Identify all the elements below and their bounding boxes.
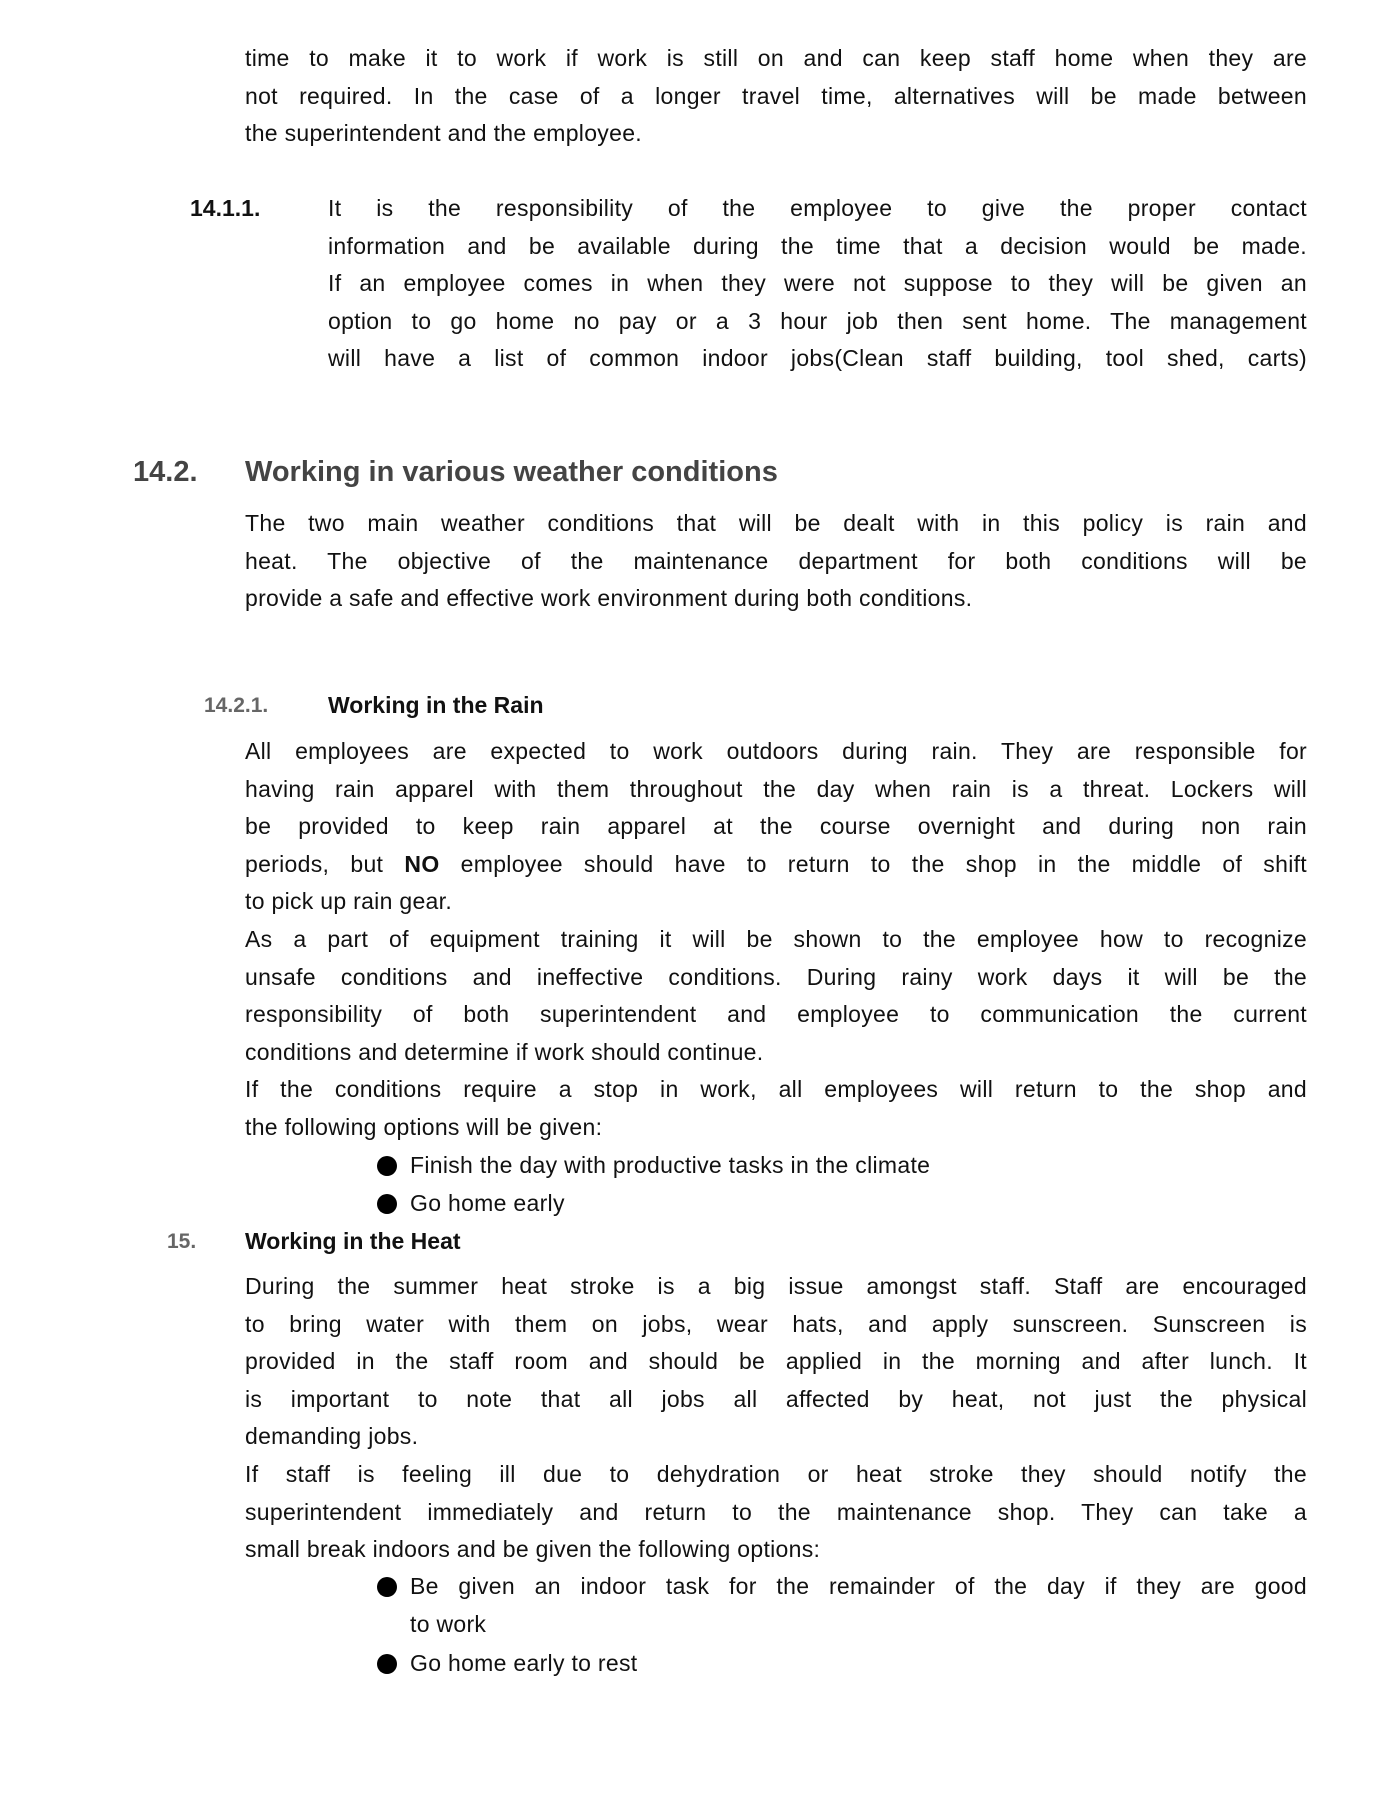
- text-line: All employees are expected to work outdoors during rain. They are responsible for: [245, 738, 1307, 764]
- section-14-2-paragraph: [245, 505, 1307, 618]
- bullet-icon: [377, 1194, 397, 1214]
- section-number-14-2-1: 14.2.1.: [204, 694, 269, 717]
- text-line: information and be available during the time that a decision would be made.: [328, 232, 1307, 259]
- text-line: will have a list of common indoor jobs(Clean staff building, tool shed, carts): [328, 345, 1307, 372]
- section-number-15: 15.: [167, 1230, 197, 1253]
- section-heading-14-2-1: Working in the Rain: [328, 692, 544, 718]
- text-line: provided in the staff room and should be applied in the morning and after lunch. It: [245, 1348, 1307, 1375]
- section-number-14-2: 14.2.: [133, 456, 198, 488]
- text-line: small break indoors and be given the following options:: [245, 1536, 821, 1563]
- bullet-icon: [377, 1654, 397, 1674]
- heat-paragraph: [245, 1268, 1307, 1569]
- text-segment: periods, but: [245, 850, 405, 877]
- text-line: be provided to keep rain apparel at the course overnight and during non rain: [245, 813, 1307, 840]
- list-item: [410, 1185, 930, 1223]
- text-line: It is the responsibility of the employee to give the proper contact: [328, 195, 1307, 221]
- text-line: As a part of equipment training it will be shown to the employee how to recognize: [245, 925, 1307, 952]
- text-line: [245, 846, 1307, 884]
- text-line: responsibility of both superintendent and employee to communication the current: [245, 1001, 1307, 1028]
- text-line: conditions and determine if work should continue.: [245, 1038, 764, 1065]
- bullet-icon: [377, 1156, 397, 1176]
- list-item-text: to work: [410, 1610, 487, 1637]
- intro-paragraph: [245, 40, 1307, 153]
- list-item-text: Be given an indoor task for the remainder of the day if they are good: [410, 1573, 1307, 1599]
- text-line: unsafe conditions and ineffective conditions. During rainy work days it will be the: [245, 963, 1307, 990]
- heat-bullet-list: [410, 1568, 1307, 1683]
- list-item: [410, 1147, 930, 1185]
- text-line: superintendent immediately and return to the maintenance shop. They can take a: [245, 1498, 1307, 1525]
- list-item-text: Go home early: [410, 1189, 565, 1216]
- bold-no: NO: [404, 850, 440, 877]
- list-item-text: Finish the day with productive tasks in the climate: [410, 1152, 931, 1178]
- list-item-text: Go home early to rest: [410, 1650, 638, 1677]
- text-line: to bring water with them on jobs, wear hats, and apply sunscreen. Sunscreen is: [245, 1310, 1307, 1337]
- text-line: The two main weather conditions that will be dealt with in this policy is rain and: [245, 510, 1307, 536]
- text-line: provide a safe and effective work environment during both conditions.: [245, 585, 973, 612]
- text-segment: employee should have to return to the shop in the middle of shift: [439, 850, 1307, 877]
- list-item: [410, 1645, 1307, 1683]
- text-line: not required. In the case of a longer travel time, alternatives will be made between: [245, 82, 1307, 109]
- section-heading-14-2: Working in various weather conditions: [245, 456, 778, 488]
- rain-bullet-list: [410, 1147, 930, 1222]
- text-line: heat. The objective of the maintenance department for both conditions will be: [245, 547, 1307, 574]
- text-line: the superintendent and the employee.: [245, 120, 642, 147]
- text-line: having rain apparel with them throughout the day when rain is a threat. Lockers will: [245, 775, 1307, 802]
- text-line: time to make it to work if work is still on and can keep staff home when they are: [245, 45, 1307, 71]
- section-heading-15: Working in the Heat: [245, 1228, 461, 1254]
- text-line: the following options will be given:: [245, 1113, 603, 1140]
- text-line: option to go home no pay or a 3 hour job then sent home. The management: [328, 307, 1307, 334]
- section-number-14-1-1: 14.1.1.: [190, 195, 261, 221]
- text-line: If staff is feeling ill due to dehydration or heat stroke they should notify the: [245, 1460, 1307, 1487]
- list-item: [410, 1568, 1307, 1643]
- rain-paragraph: [245, 733, 1307, 1147]
- bullet-icon: [377, 1577, 397, 1597]
- text-line: is important to note that all jobs all affected by heat, not just the physical: [245, 1385, 1307, 1412]
- text-line: to pick up rain gear.: [245, 888, 453, 915]
- text-line: During the summer heat stroke is a big issue amongst staff. Staff are encouraged: [245, 1273, 1307, 1299]
- text-line: demanding jobs.: [245, 1423, 419, 1450]
- section-14-1-1-paragraph: [328, 190, 1307, 378]
- text-line: If an employee comes in when they were not suppose to they will be given an: [328, 270, 1307, 297]
- text-line: If the conditions require a stop in work, all employees will return to the shop and: [245, 1076, 1307, 1103]
